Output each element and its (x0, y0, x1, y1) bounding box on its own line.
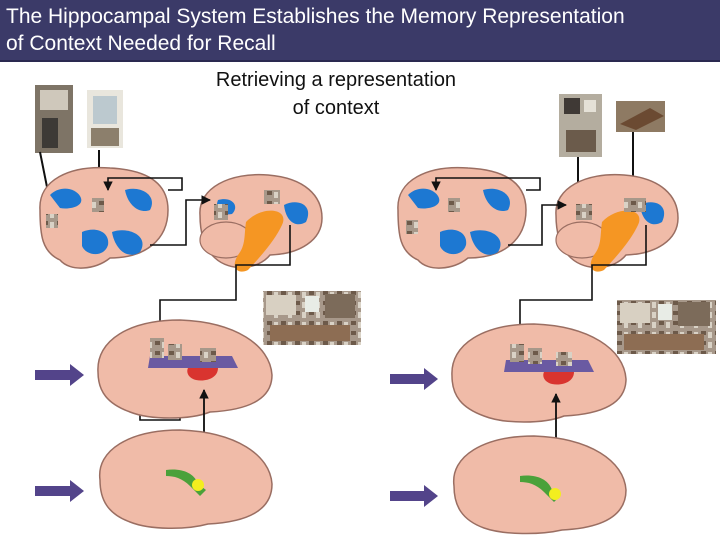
input-arrow-icon (390, 485, 438, 507)
input-arrow-icon (35, 480, 84, 502)
brain-coronal-icon (454, 436, 626, 534)
input-arrow-icon (390, 368, 438, 390)
subtitle-line-2: of context (292, 97, 380, 119)
room-photo-icon (35, 85, 73, 153)
brain-sagittal-icon (40, 168, 168, 268)
room-photo-icon (559, 94, 602, 157)
room-photo-icon (616, 101, 665, 132)
brain-sagittal-icon (200, 175, 322, 272)
brain-coronal-icon (452, 324, 626, 422)
brain-coronal-icon (98, 320, 272, 418)
room-photo-icon (87, 90, 123, 148)
room-photo-icon (263, 291, 361, 345)
brain-coronal-icon (100, 430, 272, 528)
brain-sagittal-icon (556, 175, 678, 272)
slide-title-line-2: of Context Needed for Recall (6, 32, 276, 55)
brain-sagittal-icon (398, 168, 526, 268)
input-arrow-icon (35, 364, 84, 386)
slide-title-line-1: The Hippocampal System Establishes the Memory Representation (6, 5, 625, 28)
room-photo-icon (617, 300, 716, 354)
subtitle-line-1: Retrieving a representation (215, 69, 457, 91)
